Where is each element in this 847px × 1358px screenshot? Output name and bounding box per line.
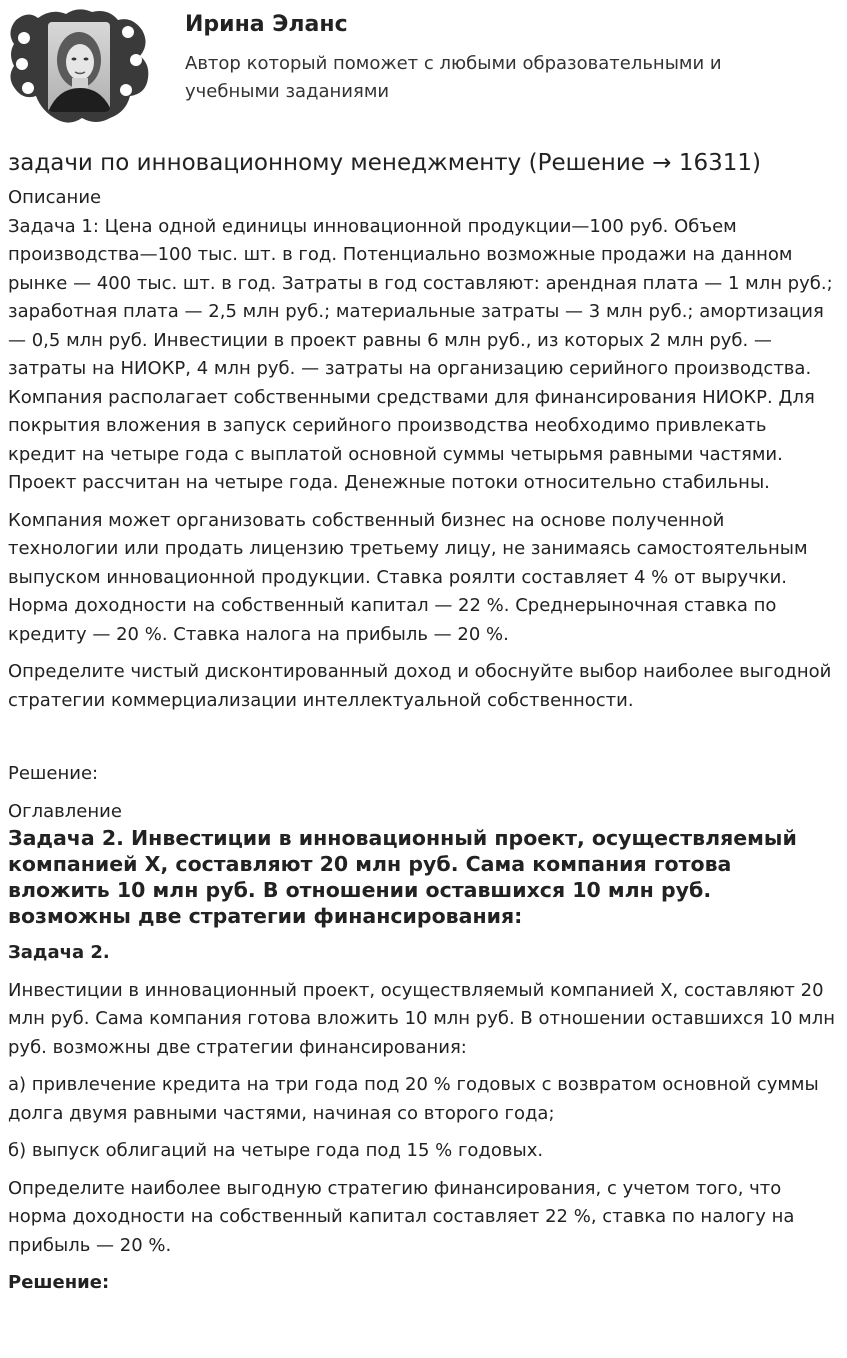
task2-heading: Задача 2. Инвестиции в инновационный проект, осуществляемый компанией X, составляют 20 млн руб. Сама компания готова вложить 10 млн руб. В отношении оставшихся 10 млн руб. возможны две стратегии финансирования: (8, 825, 797, 928)
toc-label: Оглавление (8, 800, 122, 822)
author-name[interactable]: Ирина Эланс (185, 12, 348, 37)
task2-paragraph-3: б) выпуск облигаций на четыре года под 15 % годовых. (8, 1140, 544, 1161)
task2-solution-label: Решение: (8, 1272, 110, 1293)
task2-paragraph-4: Определите наиболее выгодную стратегию финансирования, с учетом того, что норма доходности на собственный капитал составляет 22 %, ставка по налогу на прибыль — 20 %. (8, 1177, 795, 1256)
task2-subheading: Задача 2. (8, 941, 110, 963)
film-reel-avatar-icon (8, 8, 150, 126)
solution-label: Решение: (8, 763, 99, 784)
description-paragraph-2: Компания может организовать собственный бизнес на основе полученной технологии или продать лицензию третьему лицу, не занимаясь самостоятельным выпуском инновационной продукции. Ставка роялти составляет 4 % от выручки. Норма доходности на собственный капитал — 22 %. Среднерыночная ставка по кредиту — 20 %. Ставка налога на прибыль — 20 %. (8, 509, 808, 645)
page-title: задачи по инновационному менеджменту (Решение → 16311) (8, 150, 761, 176)
author-description: Автор который поможет с любыми образовательными и учебными заданиями (185, 53, 722, 102)
avatar[interactable] (8, 8, 150, 126)
task2-paragraph-2: а) привлечение кредита на три года под 20 % годовых с возвратом основной суммы долга двумя равными частями, начиная со второго года; (8, 1074, 819, 1124)
description-paragraph-1: Задача 1: Цена одной единицы инновационной продукции—100 руб. Объем производства—100 тыс. шт. в год. Потенциально возможные продажи на данном рынке — 400 тыс. шт. в год. Затраты в год составляют: арендная плата — 1 млн руб.; заработная плата — 2,5 млн руб.; материальные затраты — 3 млн руб.; амортизация — 0,5 млн руб. Инвестиции в проект равны 6 млн руб., из которых 2 млн руб. — затраты на НИОКР, 4 млн руб. — затраты на организацию серийного производства. Компания располагает собственными средствами для финансирования НИОКР. Для покрытия вложения в запуск серийного производства необходимо привлекать кредит на четыре года с выплатой основной суммы четырьмя равными частями. Проект рассчитан на четыре года. Денежные потоки относительно стабильны. (8, 215, 833, 493)
description-paragraph-3: Определите чистый дисконтированный доход и обоснуйте выбор наиболее выгодной стратегии коммерциализации интеллектуальной собственности. (8, 661, 832, 711)
author-header (0, 0, 847, 130)
spacer (8, 724, 840, 760)
description-label: Описание (8, 187, 102, 208)
main-content (8, 146, 840, 1297)
task2-paragraph-1: Инвестиции в инновационный проект, осуществляемый компанией X, составляют 20 млн руб. Сама компания готова вложить 10 млн руб. В отношении оставшихся 10 млн руб. возможны две стратегии финансирования: (8, 979, 835, 1058)
